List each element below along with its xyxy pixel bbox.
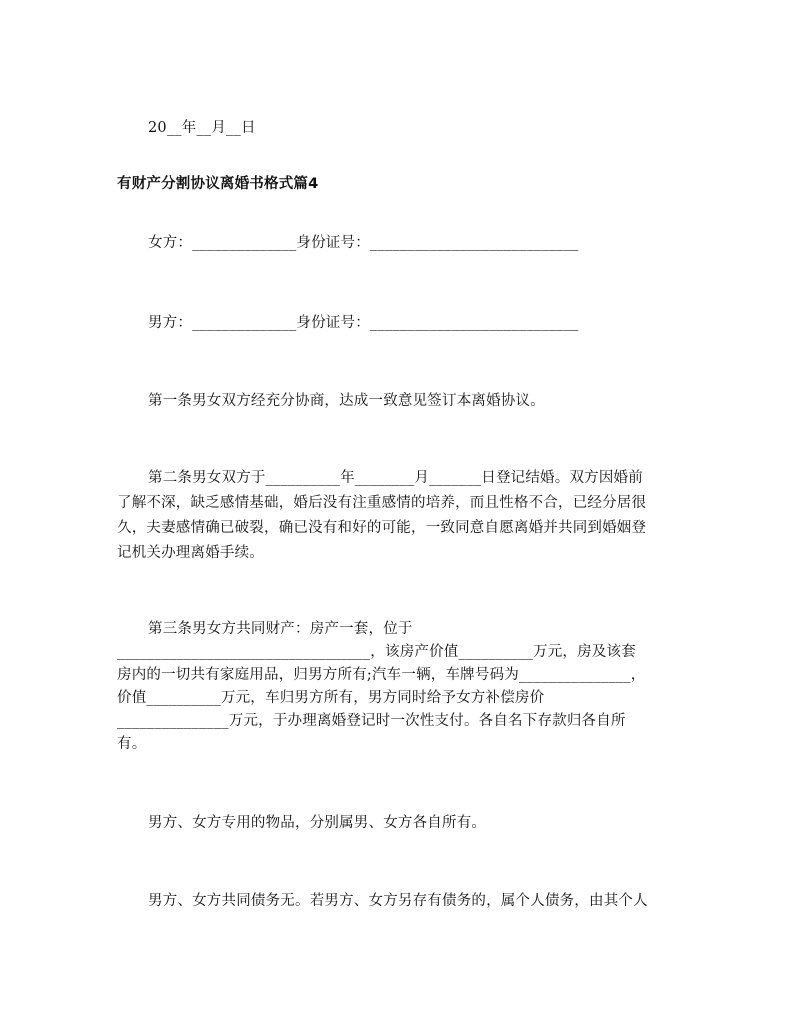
- article-2-line-4: 记机关办理离婚手续。: [117, 545, 264, 561]
- article-3-line-3: 房内的一切共有家庭用品，归男方所有;汽车一辆，车牌号码为_______________，: [117, 667, 646, 683]
- section-title: 有财产分割协议离婚书格式篇4: [117, 176, 319, 192]
- male-party-line: 男方：______________身份证号：____________________________: [148, 315, 579, 331]
- debts-paragraph: 男方、女方共同债务无。若男方、女方另存有债务的，属个人债务，由其个人: [148, 893, 648, 909]
- article-3-line-2: __________________________________，该房产价值__________万元，房及该套: [117, 644, 636, 660]
- personal-items-paragraph: 男方、女方专用的物品，分别属男、女方各自所有。: [148, 815, 487, 831]
- article-2-line-3: 久，夫妻感情确已破裂，确已没有和好的可能，一致同意自愿离婚并共同到婚姻登: [117, 520, 647, 536]
- article-3-line-6: 有。: [117, 736, 147, 752]
- date-line: 20__年__月__日: [148, 120, 256, 136]
- article-1: 第一条男女双方经充分协商，达成一致意见签订本离婚协议。: [148, 393, 545, 409]
- article-3-line-5: _______________万元，于办理离婚登记时一次性支付。各自名下存款归各自所: [117, 713, 626, 729]
- article-2-line-2: 了解不深，缺乏感情基础，婚后没有注重感情的培养，而且性格不合，已经分居很: [117, 495, 647, 511]
- article-3-line-4: 价值__________万元，车归男方所有，男方同时给予女方补偿房价: [117, 690, 545, 706]
- article-3-line-1: 第三条男女方共同财产：房产一套，位于: [148, 621, 413, 637]
- article-2-line-1: 第二条男女双方于__________年________月_______日登记结婚。双方因婚前: [148, 470, 643, 486]
- female-party-line: 女方：______________身份证号：____________________________: [148, 235, 579, 251]
